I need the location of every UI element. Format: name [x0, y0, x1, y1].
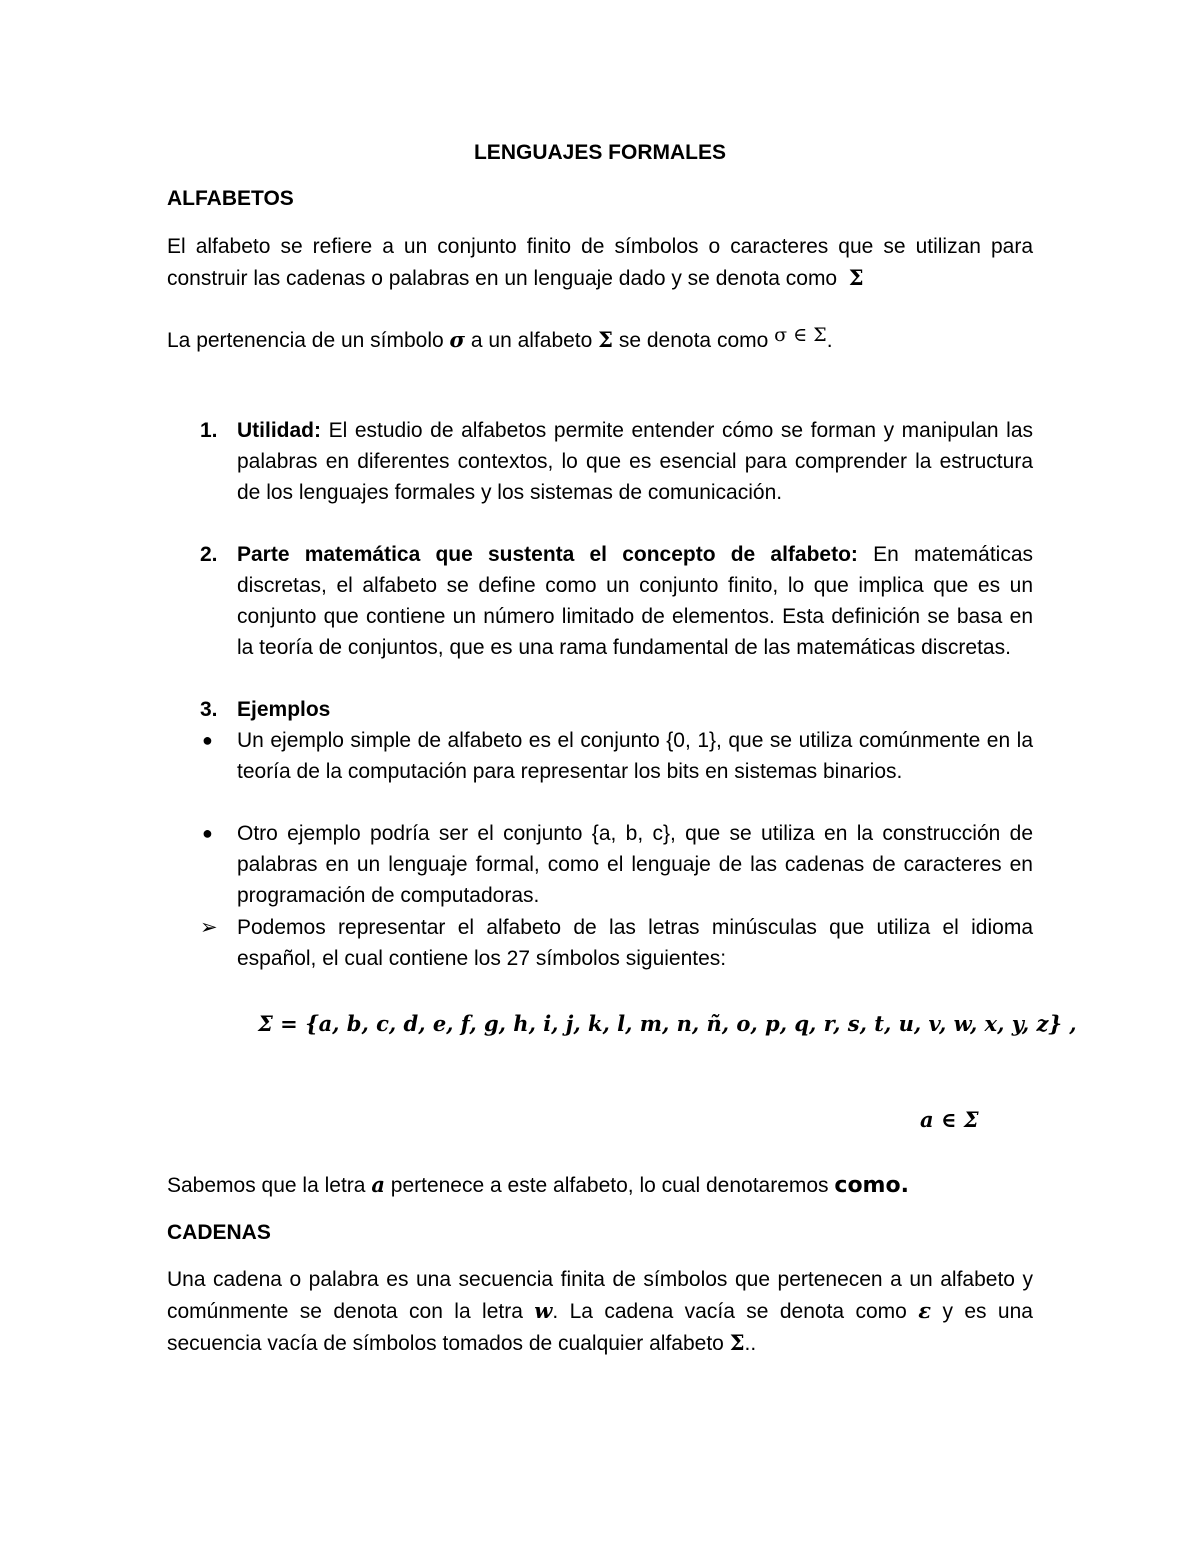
bullet-item-abc [200, 818, 1033, 911]
epsilon-symbol: ε [918, 1298, 932, 1323]
sigma-small-symbol: σ [449, 327, 466, 352]
list-item-text: El estudio de alfabetos permite entender cómo se forman y manipulan las palabras en diferentes contextos, lo que es esencial para comprender la estructura de los lenguajes formales y los sistemas de comunicación. [237, 419, 1034, 504]
arrow-bullet-icon: ➢ [200, 916, 218, 939]
sigma-symbol-inline: Σ [598, 327, 614, 352]
membership-text-mid: a un alfabeto [470, 329, 593, 352]
list-number: 1. [200, 419, 218, 442]
bullet-text: Otro ejemplo podría ser el conjunto {a, b, c}, que se utiliza en la construcción de palabras en un lenguaje formal, como el lenguaje de las cadenas de caracteres en programación de computadoras. [237, 822, 1033, 907]
bullet-text: Un ejemplo simple de alfabeto es el conjunto {0, 1}, que se utiliza comúnmente en la teoría de la computación para representar los bits en sistemas binarios. [237, 729, 1033, 783]
cadenas-end: .. [744, 1332, 757, 1355]
list-item-label: Utilidad: [237, 419, 321, 442]
list-item-label: Parte matemática que sustenta el concepto de alfabeto: [237, 543, 858, 566]
list-item-parte-matematica [200, 539, 1033, 663]
letter-w-symbol: w [534, 1298, 553, 1323]
sigma-symbol-cadenas: Σ [729, 1330, 745, 1355]
cadenas-text-2: . La cadena vacía se denota como [552, 1300, 907, 1323]
heading-cadenas: CADENAS [167, 1221, 271, 1244]
alfabetos-intro-paragraph [167, 231, 1033, 294]
document-title: LENGUAJES FORMALES [473, 141, 727, 164]
list-number: 2. [200, 543, 218, 566]
sigma-symbol: Σ [848, 265, 864, 290]
sabemos-text-pre: Sabemos que la letra [167, 1174, 366, 1197]
cadenas-paragraph [167, 1264, 1033, 1359]
list-item-text: En matemáticas discretas, el alfabeto se define como un conjunto finito, lo que implica que es un conjunto que contiene un número limitado de elementos. Esta definición se basa en la teoría de conjuntos, que es una rama fundamental de las matemáticas discretas. [237, 543, 1033, 659]
cadenas-text-3: y es una secuencia vacía de símbolos tomados de cualquier alfabeto [167, 1300, 1033, 1355]
membership-formula-a: a ∈ Σ [920, 1107, 979, 1132]
membership-period: . [826, 329, 833, 352]
heading-alfabetos: ALFABETOS [167, 187, 294, 210]
list-item-utilidad [200, 415, 1033, 508]
arrow-item-text: Podemos representar el alfabeto de las letras minúsculas que utiliza el idioma español, el cual contiene los 27 símbolos siguientes: [237, 916, 1033, 970]
membership-text-pre: La pertenencia de un símbolo [167, 329, 444, 352]
list-item-label: Ejemplos [237, 698, 331, 721]
sabemos-paragraph [167, 1169, 1033, 1201]
alfabetos-intro-text: El alfabeto se refiere a un conjunto finito de símbolos o caracteres que se utilizan para construir las cadenas o palabras en un lenguaje dado y se denota como [167, 235, 1033, 290]
membership-formula: σ ∈ Σ [774, 324, 827, 346]
arrow-item-spanish-alphabet [200, 912, 1033, 974]
list-number: 3. [200, 698, 218, 721]
membership-paragraph [167, 320, 1033, 356]
letter-a-symbol: a [371, 1172, 385, 1197]
bullet-icon: ● [202, 823, 213, 843]
sabemos-text-post: pertenece a este alfabeto, lo cual denotaremos [390, 1174, 829, 1197]
membership-text-post: se denota como [618, 329, 769, 352]
cadenas-text-1: Una cadena o palabra es una secuencia finita de símbolos que pertenecen a un alfabeto y comúnmente se denota con la letra [167, 1268, 1033, 1323]
sabemos-como: como. [834, 1173, 909, 1198]
bullet-icon: ● [202, 730, 213, 750]
bullet-item-binary [200, 725, 1033, 787]
list-item-ejemplos [200, 694, 1033, 725]
alphabet-formula: Σ = {a, b, c, d, e, f, g, h, i, j, k, l, m, n, ñ, o, p, q, r, s, t, u, v, w, x, y, z} , [258, 1011, 1077, 1036]
